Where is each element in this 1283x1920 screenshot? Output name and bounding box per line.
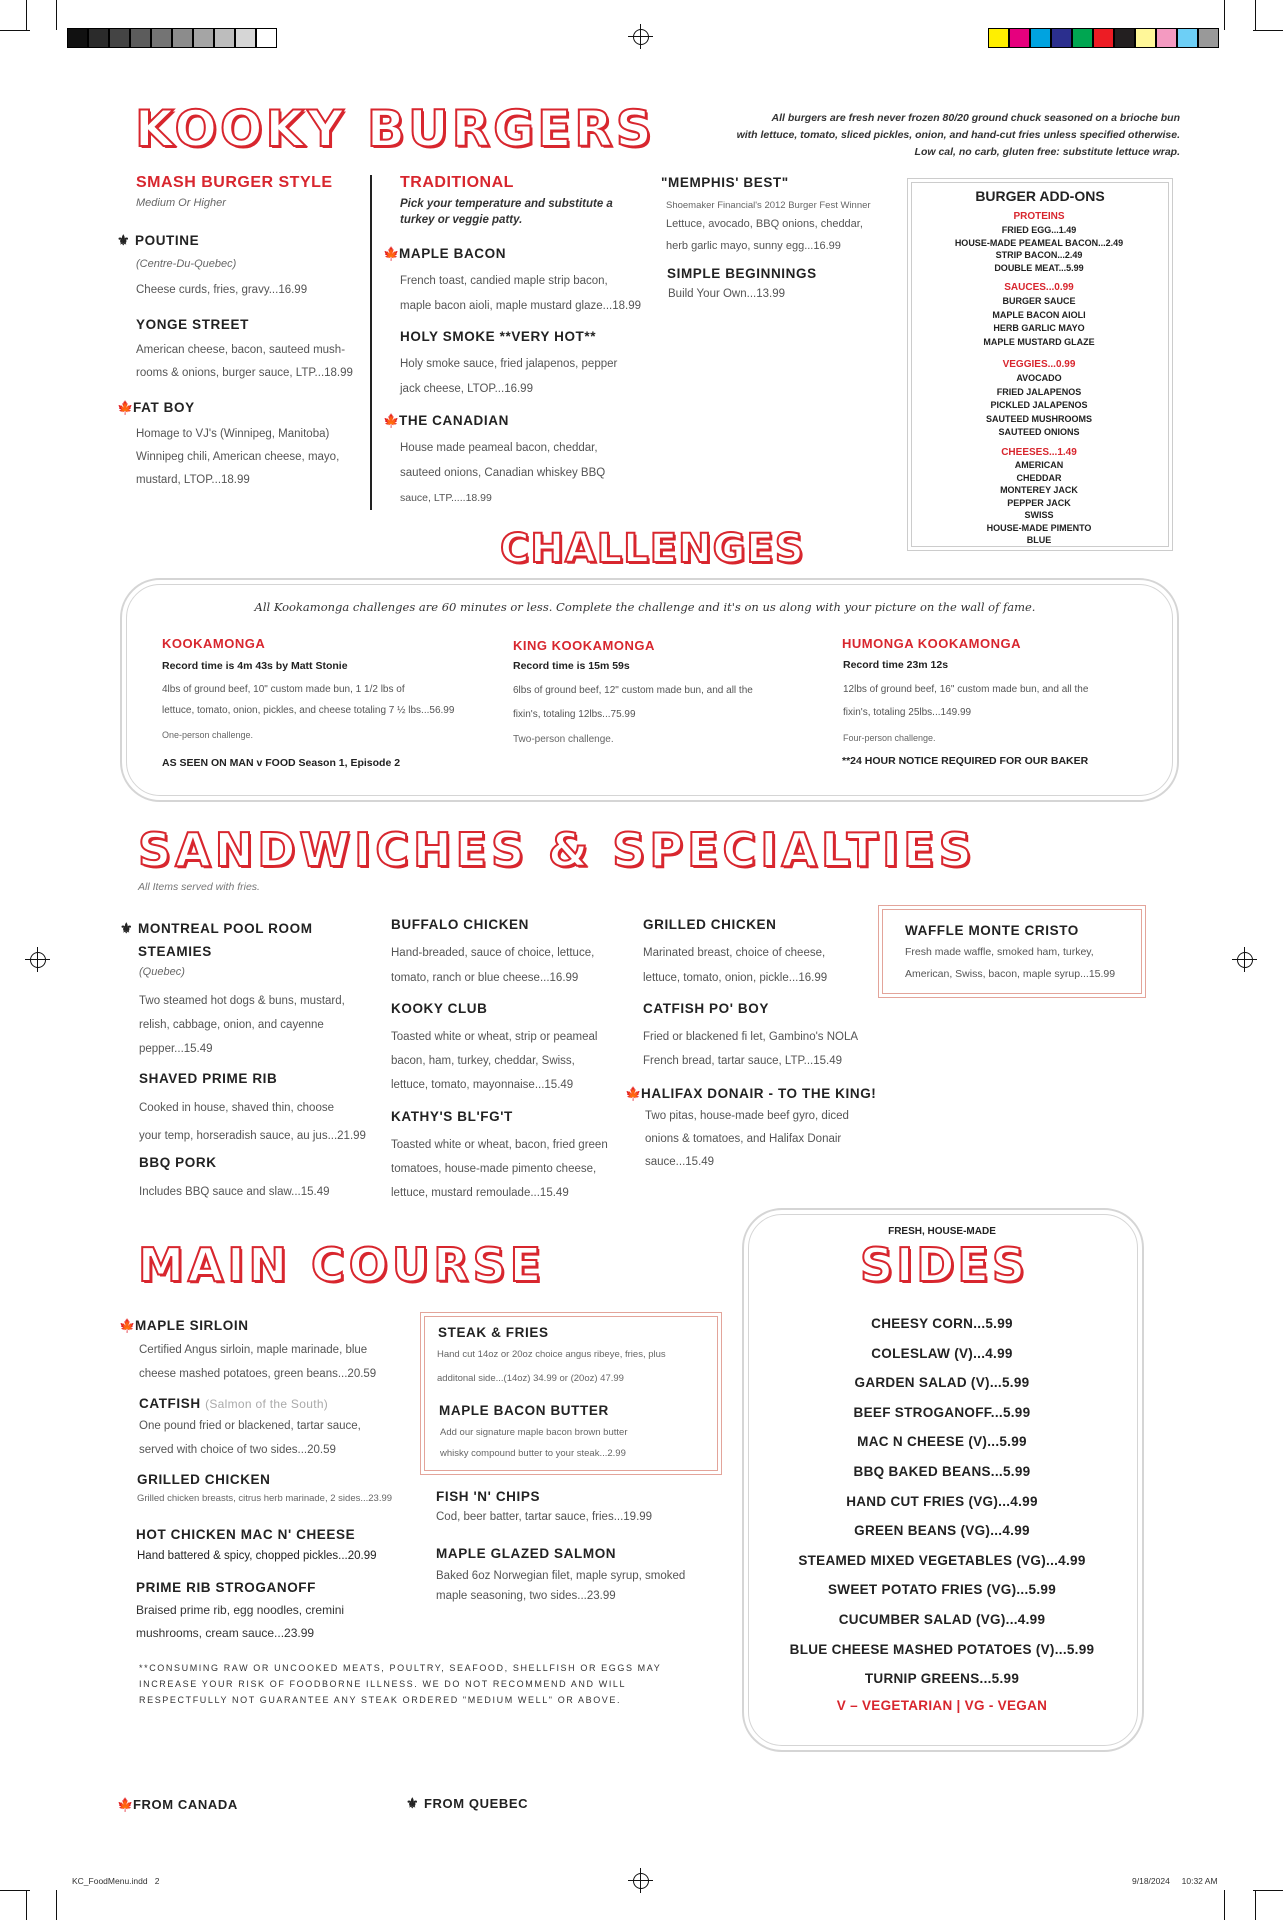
item-award: Shoemaker Financial's 2012 Burger Fest Winner (666, 200, 871, 211)
item-name: THE CANADIAN (399, 413, 509, 428)
desc-line: additonal side...(14oz) 34.99 or (20oz) 47.99 (437, 1373, 624, 1384)
color-swatch (1009, 28, 1030, 48)
side-item: BEEF STROGANOFF...5.99 (853, 1404, 1031, 1420)
disclaimer-line: RESPECTFULLY NOT GUARANTEE ANY STEAK ORDERED "MEDIUM WELL" OR ABOVE. (139, 1695, 622, 1705)
item-origin: (Centre-Du-Quebec) (136, 258, 237, 270)
color-swatch (1135, 28, 1156, 48)
side-item: TURNIP GREENS...5.99 (864, 1671, 1020, 1687)
legend-from-canada (117, 1797, 238, 1813)
item-desc (139, 989, 345, 1061)
item-name: MAPLE BACON (399, 246, 507, 261)
desc-line: Homage to VJ's (Winnipeg, Manitoba) (136, 428, 330, 440)
slug-time: 10:32 AM (1181, 1876, 1218, 1886)
desc-line: mushrooms, cream sauce...23.99 (136, 1626, 315, 1640)
challenge-record: Record time 23m 12s (843, 659, 949, 671)
item-desc (391, 1025, 597, 1097)
column-divider (370, 175, 372, 510)
desc-line: lettuce, mustard remoulade...15.49 (391, 1187, 569, 1199)
addons-cheeses-list (909, 459, 1169, 547)
challenge-note: **24 HOUR NOTICE REQUIRED FOR OUR BAKER (842, 755, 1089, 767)
desc-line: Two pitas, house-made beef gyro, diced (645, 1110, 849, 1122)
burgers-note (640, 110, 1180, 161)
desc-line: cheese mashed potatoes, green beans...20.59 (139, 1368, 377, 1380)
disclaimer-line: INCREASE YOUR RISK OF FOODBORNE ILLNESS. WE DO NOT RECOMMEND AND WILL (139, 1679, 627, 1689)
desc-line: bacon, ham, turkey, cheddar, Swiss, (391, 1055, 575, 1067)
challenge-desc (162, 679, 454, 721)
item-desc (391, 941, 594, 991)
color-swatch (1093, 28, 1114, 48)
desc-line: One pound fried or blackened, tartar sauce, (139, 1420, 361, 1432)
addons-sauces-heading: SAUCES...0.99 (1004, 282, 1074, 293)
menu-item-steak-and-fries: STEAK & FRIES (438, 1325, 549, 1340)
challenge-record: Record time is 15m 59s (513, 660, 630, 672)
item-desc (139, 1338, 376, 1386)
menu-item-holy-smoke: HOLY SMOKE **VERY HOT** (400, 329, 597, 344)
desc-line: Hand cut 14oz or 20oz choice angus ribeye, fries, plus (437, 1349, 666, 1360)
desc-line: 12lbs of ground beef, 16" custom made bun, and all the (843, 684, 1089, 695)
legend-label: FROM CANADA (133, 1797, 238, 1812)
side-item: BBQ BAKED BEANS...5.99 (853, 1464, 1031, 1479)
addon-item: SAUTEED ONIONS (998, 427, 1080, 437)
menu-item-catfish (139, 1396, 328, 1411)
item-desc (437, 1343, 666, 1391)
addon-item: MAPLE BACON AIOLI (992, 309, 1086, 320)
registration-mark-icon (633, 1873, 649, 1889)
desc-line: Cooked in house, shaved thin, choose (139, 1102, 334, 1114)
item-name: STEAMIES (138, 944, 212, 959)
desc-line: whisky compound butter to your steak...2.99 (440, 1448, 626, 1459)
color-swatch (235, 28, 256, 48)
color-swatch (1198, 28, 1219, 48)
fleur-de-lis-icon: ⚜ (406, 1795, 420, 1811)
challenge-people: Four-person challenge. (843, 733, 936, 743)
burgers-title: KOOKY BURGERS (135, 100, 655, 158)
file-slug: KC_FoodMenu.indd 2 (72, 1876, 160, 1886)
item-desc (400, 352, 617, 402)
side-item: CUCUMBER SALAD (VG)...4.99 (838, 1612, 1046, 1627)
item-name: CATFISH (139, 1396, 201, 1411)
color-swatch (256, 28, 277, 48)
note-line: with lettuce, tomato, sliced pickles, onion, and hand-cut fries unless specified otherwise. (736, 129, 1180, 141)
color-swatch (1072, 28, 1093, 48)
desc-line: 6lbs of ground beef, 12" custom made bun, and all the (513, 685, 753, 696)
menu-item-waffle-monte-cristo: WAFFLE MONTE CRISTO (905, 923, 1079, 938)
item-alt-name: (Salmon of the South) (205, 1397, 329, 1411)
desc-line: served with choice of two sides...20.59 (139, 1444, 336, 1456)
color-swatch (988, 28, 1009, 48)
addon-item: DOUBLE MEAT...5.99 (994, 262, 1084, 273)
item-desc (400, 436, 605, 511)
color-swatch (67, 28, 88, 48)
addons-title: BURGER ADD-ONS (975, 188, 1105, 204)
addon-item: MONTEREY JACK (1000, 485, 1078, 495)
menu-item-poutine (117, 232, 199, 249)
desc-line: French bread, tartar sauce, LTP...15.49 (643, 1055, 843, 1067)
fleur-de-lis-icon: ⚜ (120, 920, 134, 936)
item-desc (643, 1025, 858, 1073)
note-line: All burgers are fresh never frozen 80/20 ground chuck seasoned on a brioche bun (771, 112, 1180, 124)
menu-item-fat-boy (117, 400, 195, 416)
addon-item: HERB GARLIC MAYO (993, 323, 1085, 333)
item-name: HALIFAX DONAIR - TO THE KING! (641, 1086, 877, 1101)
menu-item-simple-beginnings: SIMPLE BEGINNINGS (667, 266, 817, 281)
desc-line: Toasted white or wheat, strip or peameal (391, 1031, 598, 1043)
menu-item-kooky-club: KOOKY CLUB (391, 1001, 488, 1016)
color-swatch (214, 28, 235, 48)
menu-item-memphis-best: "MEMPHIS' BEST" (661, 175, 789, 190)
desc-line: Fresh made waffle, smoked ham, turkey, (905, 946, 1094, 958)
desc-line: Braised prime rib, egg noodles, cremini (136, 1603, 345, 1617)
desc-line: lettuce, tomato, onion, pickles, and cheese totaling 7 ½ lbs...56.99 (162, 705, 455, 716)
registration-mark-icon (633, 29, 649, 45)
item-desc (905, 941, 1115, 985)
date-slug (1132, 1876, 1218, 1886)
menu-item-shaved-prime-rib: SHAVED PRIME RIB (139, 1071, 278, 1086)
menu-item-maple-sirloin (119, 1318, 249, 1334)
item-desc (139, 1414, 361, 1462)
addon-item: FRIED EGG...1.49 (1001, 225, 1077, 235)
desc-line: Baked 6oz Norwegian filet, maple syrup, smoked (436, 1570, 686, 1582)
desc-line: sauce, LTP.....18.99 (400, 492, 492, 504)
addon-item: BLUE (1026, 535, 1052, 545)
item-desc (436, 1566, 685, 1606)
desc-line: fixin's, totaling 25lbs...149.99 (843, 707, 972, 718)
challenge-note: AS SEEN ON MAN v FOOD Season 1, Episode 2 (162, 757, 401, 769)
side-item: HAND CUT FRIES (VG)...4.99 (846, 1493, 1038, 1509)
side-item: BLUE CHEESE MASHED POTATOES (V)...5.99 (789, 1641, 1095, 1657)
sandwiches-title: SANDWICHES & SPECIALTIES (138, 823, 976, 877)
desc-line: onions & tomatoes, and Halifax Donair (645, 1133, 842, 1145)
traditional-heading: TRADITIONAL (400, 174, 514, 191)
smash-heading: SMASH BURGER STYLE (136, 174, 333, 191)
item-desc (139, 1094, 366, 1150)
menu-item-montreal-pool-room-steamies (120, 917, 313, 963)
item-desc: Build Your Own...13.99 (668, 288, 785, 300)
addon-item: PEPPER JACK (1007, 497, 1071, 508)
item-desc (136, 1599, 344, 1645)
menu-item-the-canadian (383, 413, 509, 429)
addon-item: STRIP BACON...2.49 (995, 250, 1083, 260)
addon-item: SWISS (1024, 510, 1054, 520)
side-item: COLESLAW (V)...4.99 (871, 1345, 1013, 1361)
item-desc (136, 423, 339, 492)
maple-leaf-icon: 🍁 (117, 400, 134, 415)
note-line: Low cal, no carb, gluten free: substitute lettuce wrap. (914, 146, 1180, 158)
item-desc: Cheese curds, fries, gravy...16.99 (136, 284, 308, 296)
maple-leaf-icon: 🍁 (625, 1086, 642, 1101)
desc-line: 4lbs of ground beef, 10" custom made bun, 1 1/2 lbs of (162, 684, 405, 695)
raw-food-disclaimer (139, 1660, 661, 1708)
challenge-desc (513, 679, 753, 727)
desc-line: tomato, ranch or blue cheese...16.99 (391, 972, 579, 984)
item-name: POUTINE (135, 233, 200, 248)
item-desc (391, 1133, 608, 1205)
desc-line: Toasted white or wheat, bacon, fried green (391, 1139, 608, 1151)
menu-item-prime-rib-stroganoff: PRIME RIB STROGANOFF (136, 1580, 316, 1595)
main-course-title: MAIN COURSE (138, 1238, 546, 1292)
menu-item-halifax-donair (625, 1086, 876, 1102)
desc-line: herb garlic mayo, sunny egg...16.99 (666, 240, 841, 252)
menu-item-grilled-chicken-sandwich: GRILLED CHICKEN (643, 917, 777, 932)
menu-item-maple-bacon (383, 246, 506, 262)
color-swatch (1177, 28, 1198, 48)
addon-item: CHEDDAR (1016, 472, 1062, 483)
desc-line: maple bacon aioli, maple mustard glaze...18.99 (400, 300, 642, 312)
desc-line: Holy smoke sauce, fried jalapenos, pepper (400, 358, 618, 370)
menu-item-yonge-street: YONGE STREET (136, 317, 249, 332)
menu-item-maple-bacon-butter: MAPLE BACON BUTTER (439, 1403, 609, 1418)
sub-line: Pick your temperature and substitute a (400, 198, 613, 210)
desc-line: French toast, candied maple strip bacon, (400, 275, 608, 287)
color-swatch (1156, 28, 1177, 48)
menu-item-buffalo-chicken: BUFFALO CHICKEN (391, 917, 529, 932)
addon-item: MAPLE MUSTARD GLAZE (983, 336, 1095, 347)
desc-line: American, Swiss, bacon, maple syrup...15.99 (905, 968, 1116, 980)
item-desc (440, 1422, 627, 1464)
desc-line: Certified Angus sirloin, maple marinade, blue (139, 1344, 368, 1356)
desc-line: relish, cabbage, onion, and cayenne (139, 1019, 324, 1031)
item-origin: (Quebec) (139, 966, 185, 978)
challenges-title: CHALLENGES (500, 526, 805, 572)
item-desc (400, 269, 641, 319)
addons-proteins-heading: PROTEINS (1013, 211, 1065, 222)
addon-item: AMERICAN (1014, 460, 1064, 470)
smash-sub: Medium Or Higher (136, 197, 226, 209)
challenge-people: One-person challenge. (162, 730, 254, 740)
side-item: CHEESY CORN...5.99 (871, 1316, 1013, 1331)
disclaimer-line: **CONSUMING RAW OR UNCOOKED MEATS, POULTRY, SEAFOOD, SHELLFISH OR EGGS MAY (139, 1663, 662, 1673)
desc-line: Marinated breast, choice of cheese, (643, 947, 826, 959)
sub-line: turkey or veggie patty. (400, 214, 523, 226)
desc-line: pepper...15.49 (139, 1043, 213, 1055)
desc-line: Winnipeg chili, American cheese, mayo, (136, 451, 340, 463)
item-name: MAPLE SIRLOIN (135, 1318, 249, 1333)
challenge-name: KING KOOKAMONGA (513, 638, 655, 653)
addons-proteins-list (909, 224, 1169, 274)
challenge-name: HUMONGA KOOKAMONGA (842, 636, 1021, 651)
addon-item: PICKLED JALAPENOS (990, 400, 1088, 410)
color-swatch (172, 28, 193, 48)
desc-line: American cheese, bacon, sauteed mush- (136, 344, 346, 356)
menu-item-catfish-po-boy: CATFISH PO' BOY (643, 1001, 769, 1016)
side-item: MAC N CHEESE (V)...5.99 (857, 1434, 1027, 1450)
item-name: MONTREAL POOL ROOM (138, 921, 313, 936)
traditional-sub (400, 196, 613, 228)
side-item: GREEN BEANS (VG)...4.99 (854, 1523, 1030, 1539)
legend-label: FROM QUEBEC (424, 1796, 529, 1811)
desc-line: fixin's, totaling 12lbs...75.99 (513, 709, 636, 720)
item-desc (643, 941, 827, 991)
side-item: STEAMED MIXED VEGETABLES (VG)...4.99 (798, 1552, 1086, 1568)
slug-date: 9/18/2024 (1132, 1876, 1170, 1886)
color-swatch (130, 28, 151, 48)
addons-veggies-list (909, 372, 1169, 440)
sides-title: SIDES (860, 1238, 1028, 1292)
menu-item-bbq-pork: BBQ PORK (139, 1155, 217, 1170)
color-swatch (193, 28, 214, 48)
menu-item-kathys-blfgt: KATHY'S BL'FG'T (391, 1109, 513, 1124)
desc-line: tomatoes, house-made pimento cheese, (391, 1163, 597, 1175)
desc-line: rooms & onions, burger sauce, LTP...18.99 (136, 367, 353, 379)
menu-item-hot-chicken-mac-n-cheese: HOT CHICKEN MAC N' CHEESE (136, 1527, 356, 1542)
addons-veggies-heading: VEGGIES...0.99 (1002, 359, 1076, 370)
item-desc: Cod, beer batter, tartar sauce, fries...19.99 (436, 1511, 653, 1523)
challenge-record: Record time is 4m 43s by Matt Stonie (162, 660, 348, 672)
addon-item: FRIED JALAPENOS (996, 386, 1082, 397)
fleur-de-lis-icon: ⚜ (117, 232, 131, 248)
addon-item: AVOCADO (1016, 373, 1062, 383)
color-swatch (151, 28, 172, 48)
desc-line: Hand-breaded, sauce of choice, lettuce, (391, 947, 595, 959)
sides-pretitle: FRESH, HOUSE-MADE (888, 1226, 996, 1237)
addon-item: HOUSE-MADE PIMENTO (986, 522, 1092, 533)
item-desc (645, 1105, 849, 1174)
menu-item-grilled-chicken-main: GRILLED CHICKEN (137, 1472, 271, 1487)
item-desc: Includes BBQ sauce and slaw...15.49 (139, 1186, 330, 1198)
addon-item: SAUTEED MUSHROOMS (985, 413, 1092, 424)
item-desc (136, 339, 353, 385)
color-swatch (109, 28, 130, 48)
menu-item-fish-n-chips: FISH 'N' CHIPS (436, 1489, 541, 1504)
challenge-desc (843, 678, 1088, 724)
side-item: SWEET POTATO FRIES (VG)...5.99 (827, 1582, 1057, 1598)
challenge-name: KOOKAMONGA (162, 636, 266, 651)
item-desc (666, 213, 863, 257)
item-name: FAT BOY (133, 400, 195, 415)
side-item: GARDEN SALAD (V)...5.99 (854, 1375, 1030, 1391)
desc-line: Fried or blackened fi let, Gambino's NOLA (643, 1031, 859, 1043)
maple-leaf-icon: 🍁 (383, 246, 400, 261)
desc-line: Lettuce, avocado, BBQ onions, cheddar, (666, 218, 863, 230)
maple-leaf-icon: 🍁 (119, 1318, 136, 1333)
registration-mark-icon (1237, 952, 1253, 968)
desc-line: sauteed onions, Canadian whiskey BBQ (400, 467, 606, 479)
menu-item-maple-glazed-salmon: MAPLE GLAZED SALMON (436, 1546, 617, 1561)
addons-cheeses-heading: CHEESES...1.49 (1001, 447, 1077, 458)
maple-leaf-icon: 🍁 (117, 1797, 134, 1812)
color-swatch (1030, 28, 1051, 48)
sandwiches-sub: All Items served with fries. (138, 881, 260, 893)
challenges-intro: All Kookamonga challenges are 60 minutes or less. Complete the challenge and it's on us along with your picture on the wall of fame. (254, 600, 1036, 614)
desc-line: your temp, horseradish sauce, au jus...21.99 (139, 1130, 366, 1142)
color-swatch (1114, 28, 1135, 48)
addon-item: BURGER SAUCE (1002, 296, 1076, 306)
addon-item: HOUSE-MADE PEAMEAL BACON...2.49 (954, 237, 1124, 248)
desc-line: maple seasoning, two sides...23.99 (436, 1590, 616, 1602)
sides-legend: V – VEGETARIAN | VG - VEGAN (836, 1698, 1048, 1713)
item-desc: Grilled chicken breasts, citrus herb marinade, 2 sides...23.99 (137, 1493, 393, 1504)
desc-line: jack cheese, LTOP...16.99 (400, 383, 533, 395)
challenge-people: Two-person challenge. (513, 734, 614, 745)
item-desc: Hand battered & spicy, chopped pickles...20.99 (137, 1550, 377, 1562)
legend-from-quebec (406, 1795, 528, 1812)
registration-mark-icon (30, 952, 46, 968)
desc-line: House made peameal bacon, cheddar, (400, 442, 598, 454)
maple-leaf-icon: 🍁 (383, 413, 400, 428)
desc-line: Two steamed hot dogs & buns, mustard, (139, 995, 345, 1007)
desc-line: lettuce, tomato, onion, pickle...16.99 (643, 972, 828, 984)
addons-sauces-list (909, 295, 1169, 349)
desc-line: Add our signature maple bacon brown butter (440, 1427, 628, 1438)
desc-line: sauce...15.49 (645, 1156, 715, 1168)
color-swatch (88, 28, 109, 48)
color-swatch (1051, 28, 1072, 48)
desc-line: lettuce, tomato, mayonnaise...15.49 (391, 1079, 574, 1091)
desc-line: mustard, LTOP...18.99 (136, 474, 250, 486)
